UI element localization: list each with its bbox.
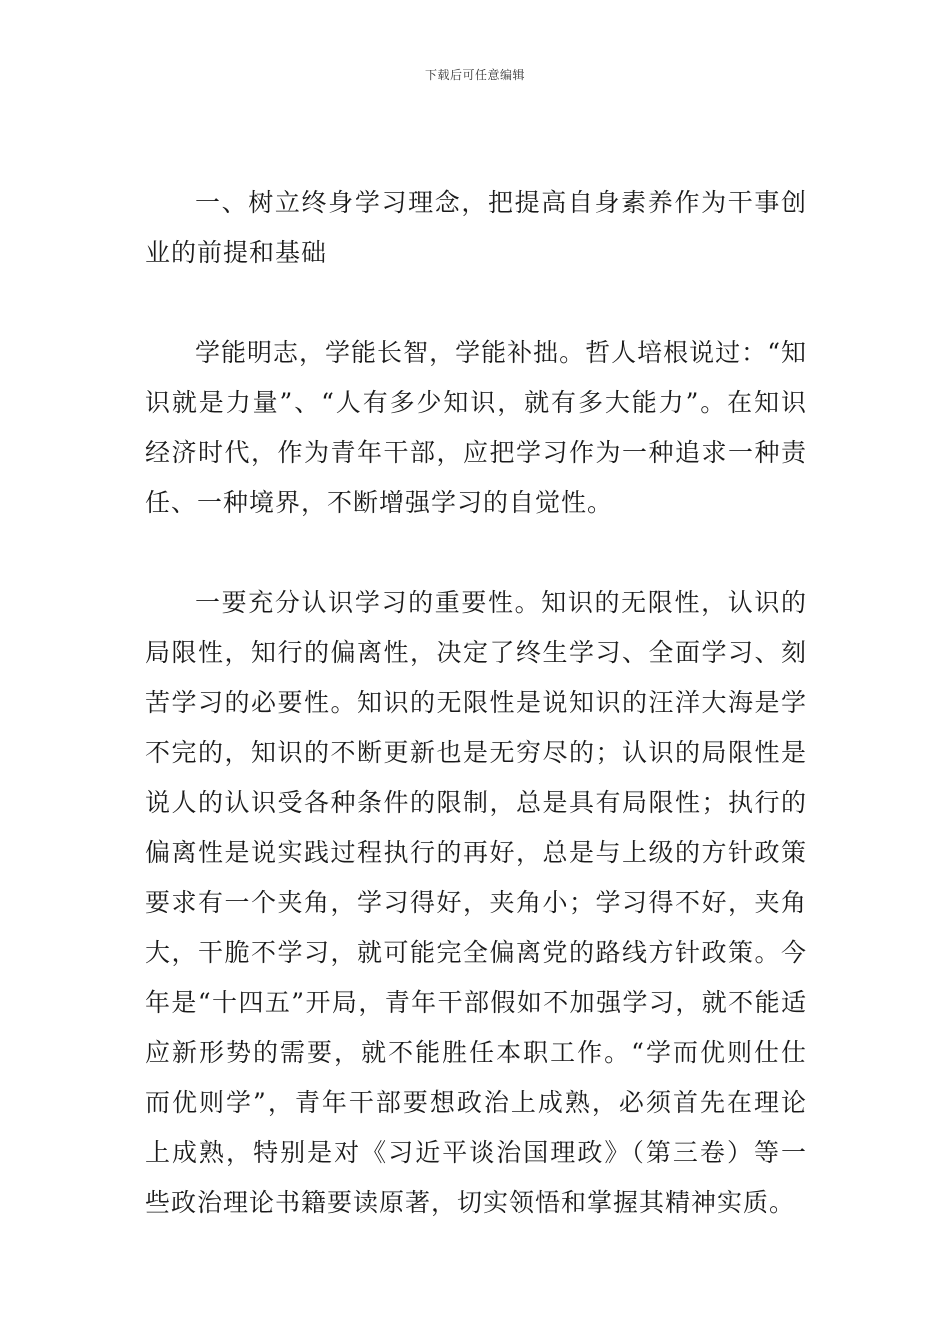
document-body xyxy=(145,178,807,1228)
section-heading: 一、树立终身学习理念，把提高自身素养作为干事创业的前提和基础 xyxy=(145,188,807,267)
paragraph-2: 一要充分认识学习的重要性。知识的无限性，认识的局限性，知行的偏离性，决定了终生学习、全面学习、刻苦学习的必要性。知识的无限性是说知识的汪洋大海是学不完的，知识的不断更新也是无穷尽的；认识的局限性是说人的认识受各种条件的限制，总是具有局限性；执行的偏离性是说实践过程执行的再好，总是与上级的方针政策要求有一个夹角，学习得好，夹角小；学习得不好，夹角大，干脆不学习，就可能完全偏离党的路线方针政策。今年是“十四五”开局，青年干部假如不加强学习，就不能适应新形势的需要，就不能胜任本职工作。“学而优则仕仕而优则学”，青年干部要想政治上成熟，必须首先在理论上成熟，特别是对《习近平谈治国理政》（第三卷）等一些政治理论书籍要读原著，切实领悟和掌握其精神实质。 xyxy=(145,588,807,1217)
header-note: 下载后可任意编辑 xyxy=(424,68,525,82)
paragraph-1: 学能明志，学能长智，学能补拙。哲人培根说过：“知识就是力量”、“人有多少知识，就有多大能力”。在知识经济时代，作为青年干部，应把学习作为一种追求一种责任、一种境界，不断增强学习的自觉性。 xyxy=(145,338,807,517)
